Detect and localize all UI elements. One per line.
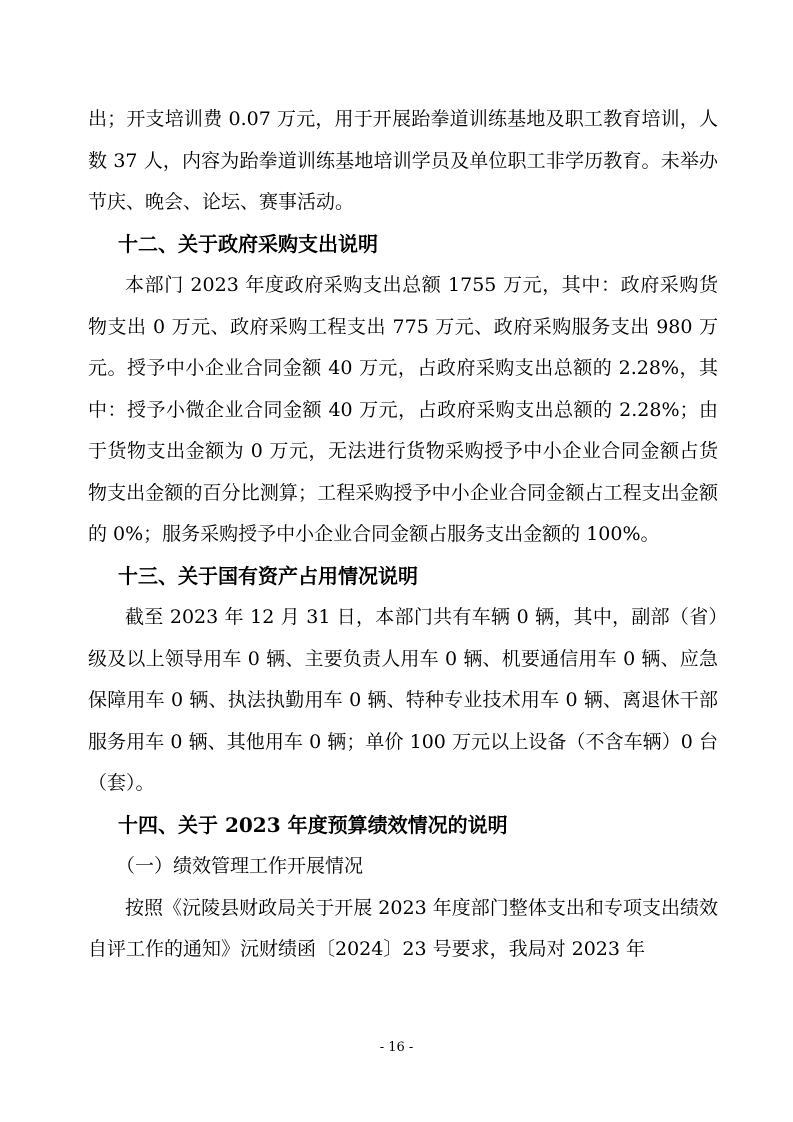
paragraph-state-assets: 截至 2023 年 12 月 31 日，本部门共有车辆 0 辆，其中，副部（省）级及以上领导用车 0 辆、主要负责人用车 0 辆、机要通信用车 0 辆、应急保障用车 0 辆、执法执勤用车 0 辆、特种专业技术用车 0 辆、离退休干部服务用车 0 辆、其他用车 0 辆；单价 100 万元以上设备（不含车辆）0 台（套）。: [88, 606, 718, 794]
heading-budget-performance: 十四、关于 2023 年度预算绩效情况的说明: [118, 812, 508, 837]
document-page: [88, 99, 718, 971]
paragraph-performance-notice: 按照《沅陵县财政局关于开展 2023 年度部门整体支出和专项支出绩效自评工作的通知》沅财绩函〔2024〕23 号要求，我局对 2023 年: [88, 896, 718, 960]
paragraph-government-procurement: 本部门 2023 年度政府采购支出总额 1755 万元，其中：政府采购货物支出 0 万元、政府采购工程支出 775 万元、政府采购服务支出 980 万元。授予中小企业合同金额 40 万元，占政府采购支出总额的 2.28%，其中：授予小微企业合同金额 40 万元，占政府采购支出总额的 2.28%；由于货物支出金额为 0 万元，无法进行货物采购授予中小企业合同金额占货物支出金额的百分比测算；工程采购授予中小企业合同金额占工程支出金额的 0%；服务采购授予中小企业合同金额占服务支出金额的 100%。: [88, 274, 718, 545]
page-number: - 16 -: [379, 1040, 414, 1055]
heading-state-assets: 十三、关于国有资产占用情况说明: [118, 563, 418, 588]
subheading-performance-management: （一）绩效管理工作开展情况: [116, 855, 364, 877]
paragraph-training-expense: 出；开支培训费 0.07 万元，用于开展跆拳道训练基地及职工教育培训，人数 37 人，内容为跆拳道训练基地培训学员及单位职工非学历教育。未举办节庆、晚会、论坛、赛事活动。: [88, 108, 718, 213]
heading-government-procurement: 十二、关于政府采购支出说明: [118, 231, 378, 256]
